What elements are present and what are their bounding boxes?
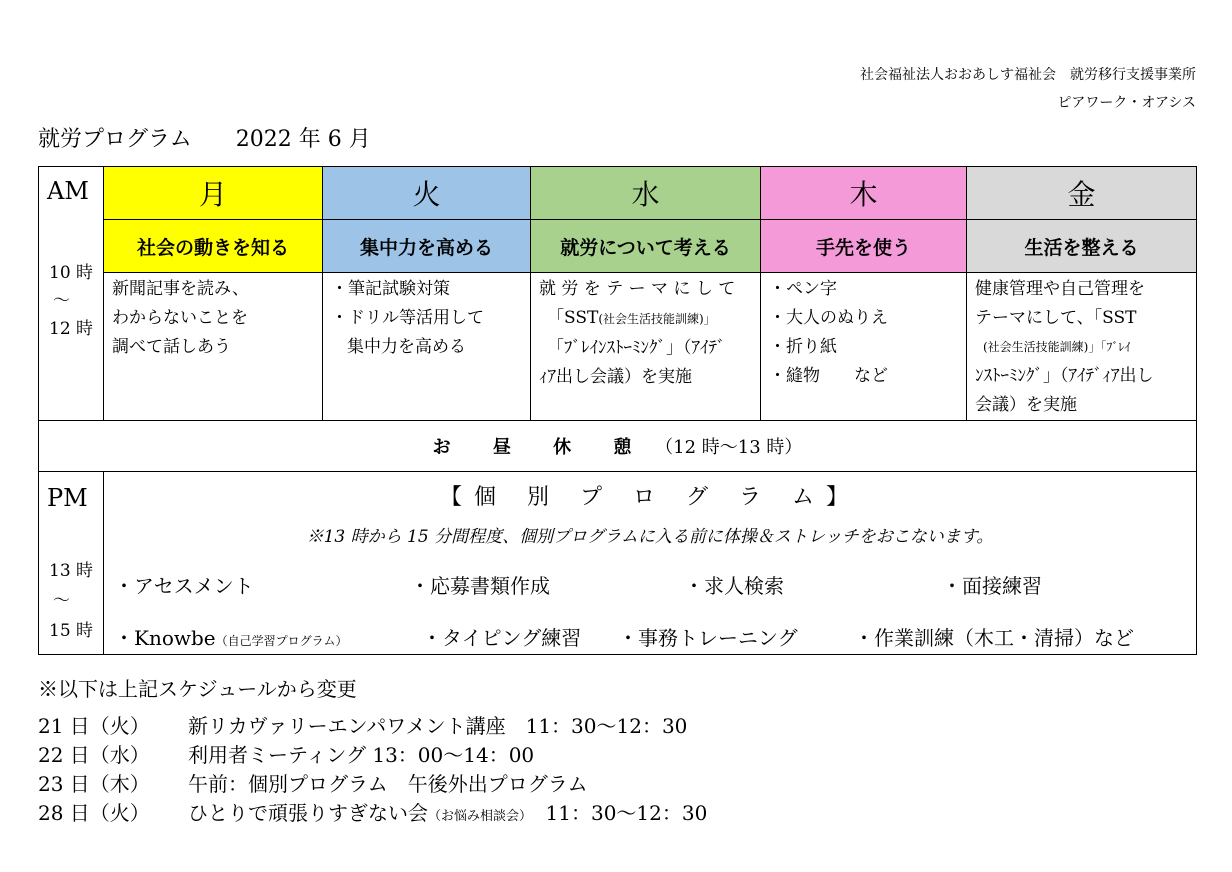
theme-monday: 社会の動きを知る xyxy=(104,220,323,273)
content-monday: 新聞記事を読み、 わからないことを 調べて話しあう xyxy=(104,273,323,421)
content-tuesday: ・筆記試験対策 ・ドリル等活用して 集中力を高める xyxy=(323,273,531,421)
lunch-label: お 昼 休 憩 xyxy=(432,437,650,458)
changes-list xyxy=(38,712,707,831)
pm-label-cell xyxy=(39,472,104,655)
lunch-break-row xyxy=(39,421,1197,472)
day-header-friday: 金 xyxy=(967,167,1197,220)
am-label-cell xyxy=(39,167,104,421)
individual-program-cell xyxy=(104,472,1197,655)
changes-heading: ※以下は上記スケジュールから変更 xyxy=(38,677,357,701)
change-item: 22 日（水） 利用者ミーティング 13：00〜14：00 xyxy=(38,743,535,767)
program-item: ・応募書類作成 xyxy=(410,574,550,598)
content-wednesday: 就 労 を テ ー マ に し て 「SST(社会生活技能訓練)」 「ﾌﾞﾚｲﾝｽﾄｰﾐﾝｸﾞ」（ｱｲﾃﾞ ｨｱ出し会議）を実施 xyxy=(531,273,761,421)
day-header-tuesday: 火 xyxy=(323,167,531,220)
day-header-thursday: 木 xyxy=(761,167,967,220)
content-thursday: ・ペン字 ・大人のぬりえ ・折り紙 ・縫物 など xyxy=(761,273,967,421)
program-item: ・作業訓練（木工・清掃）など xyxy=(854,626,1134,650)
change-item: 21 日（火） 新リカヴァリーエンパワメント講座 11：30〜12：30 xyxy=(38,714,688,738)
day-header-wednesday: 水 xyxy=(531,167,761,220)
program-title: 就労プログラム xyxy=(38,127,192,152)
program-item: ・面接練習 xyxy=(942,574,1042,598)
theme-tuesday: 集中力を高める xyxy=(323,220,531,273)
program-item: ・求人検索 xyxy=(684,574,784,598)
exercise-note: ※13 時から 15 分間程度、個別プログラムに入る前に体操＆ストレッチをおこないます。 xyxy=(306,527,994,547)
program-item: ・アセスメント xyxy=(114,574,254,598)
content-friday: 健康管理や自己管理を テーマにして、「SST (社会生活技能訓練)」「ﾌﾞﾚｲ ﾝｽﾄｰﾐﾝｸﾞ」（ｱｲﾃﾞｨｱ出し 会議）を実施 xyxy=(967,273,1197,421)
schedule-table xyxy=(38,166,1197,655)
day-header-monday: 月 xyxy=(104,167,323,220)
pm-label: PM xyxy=(47,484,88,512)
am-time: 10 時 〜 12 時 xyxy=(49,263,94,339)
theme-thursday: 手先を使う xyxy=(761,220,967,273)
organization-name: 社会福祉法人おおあしす福祉会 就労移行支援事業所 xyxy=(860,67,1196,83)
pm-time: 13 時 〜 15 時 xyxy=(49,561,94,641)
facility-name: ピアワーク・オアシス xyxy=(1057,95,1196,111)
change-item: 28 日（火） ひとりで頑張りすぎない会（お悩み相談会） 11：30〜12：30 xyxy=(38,801,708,825)
am-label: AM xyxy=(47,177,89,205)
program-item: ・タイピング練習 xyxy=(422,626,582,650)
theme-wednesday: 就労について考える xyxy=(531,220,761,273)
page-title xyxy=(38,122,371,153)
program-item: ・事務トレーニング xyxy=(618,626,798,650)
program-item: ・Knowbe（自己学習プログラム） xyxy=(114,626,348,650)
theme-friday: 生活を整える xyxy=(967,220,1197,273)
month-label: 2022 年 6 月 xyxy=(235,127,371,152)
lunch-time: （12 時〜13 時） xyxy=(655,437,803,458)
individual-program-title: 【個 別 プ ロ グ ラ ム】 xyxy=(440,485,860,510)
change-item: 23 日（木） 午前：個別プログラム 午後外出プログラム xyxy=(38,772,588,796)
